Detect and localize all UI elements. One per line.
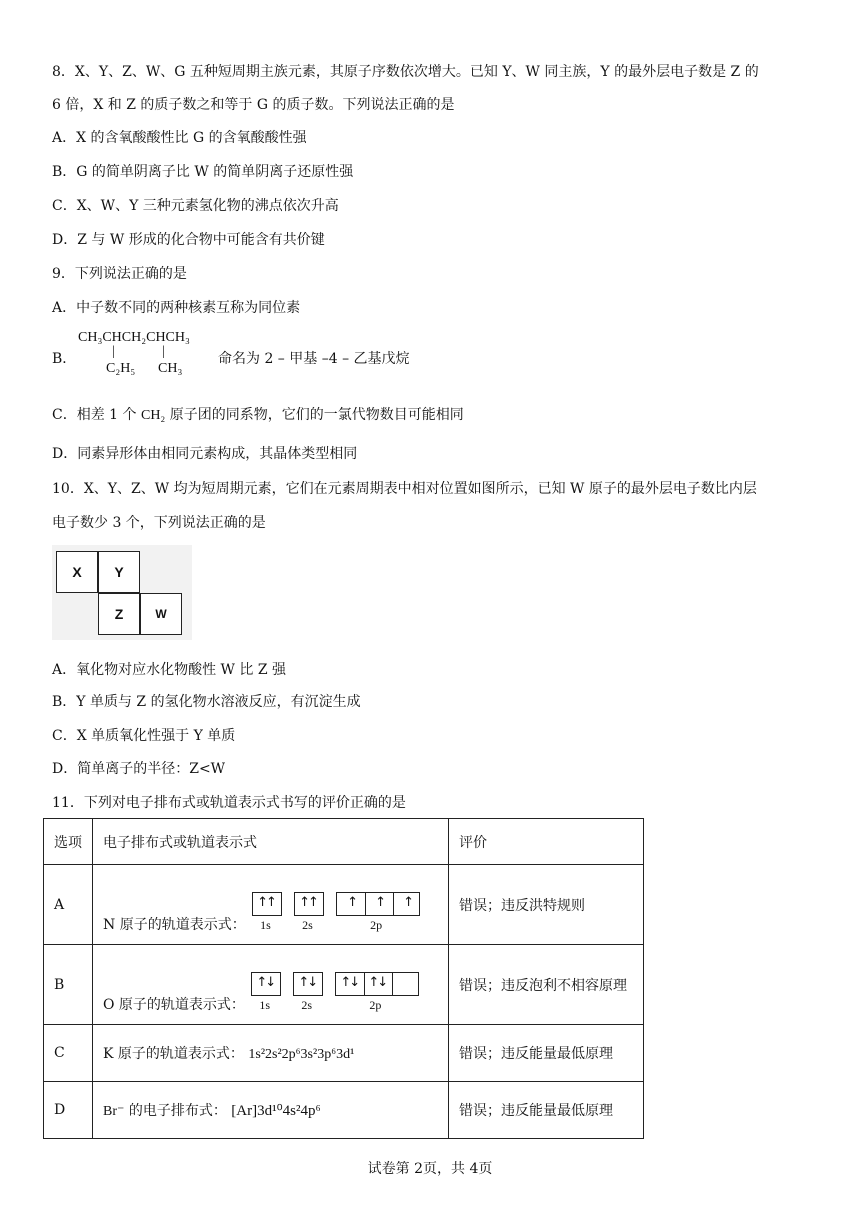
header-config: 电子排布式或轨道表示式 <box>93 819 449 865</box>
row-a-option: A <box>44 865 93 945</box>
row-d-option: D <box>44 1082 93 1139</box>
q8-option-c: C．X、W、Y 三种元素氢化物的沸点依次升高 <box>52 198 339 214</box>
table-header-row <box>44 819 644 865</box>
row-c-option: C <box>44 1025 93 1082</box>
q8-stem-line1: 8．X、Y、Z、W、G 五种短周期主族元素，其原子序数依次增大。已知 Y、W 同主族，Y 的最外层电子数是 Z 的 <box>52 64 759 80</box>
q9-option-c-post: 原子团的同系物，它们的一氯代物数目可能相同 <box>169 407 464 423</box>
q10-option-b: B．Y 单质与 Z 的氢化物水溶液反应，有沉淀生成 <box>52 694 361 710</box>
q9-stem: 9．下列说法正确的是 <box>52 266 187 282</box>
arrow-up-icon: ↑ <box>403 895 413 910</box>
row-b-desc: O 原子的轨道表示式： <box>103 997 245 1013</box>
table-row <box>44 865 644 945</box>
q10-option-a: A．氧化物对应水化物酸性 W 比 Z 强 <box>52 662 287 678</box>
row-a-config <box>93 865 449 945</box>
row-c-desc: K 原子的轨道表示式： <box>103 1046 244 1062</box>
arrow-up-up-icon: ↑↑ <box>299 895 317 910</box>
arrow-up-icon: ↑ <box>347 895 357 910</box>
row-c-evaluation: 错误；违反能量最低原理 <box>449 1025 644 1082</box>
q9-option-b-text: 命名为 2 – 甲基 –4 – 乙基戊烷 <box>218 351 410 367</box>
label-2p: 2p <box>370 918 383 932</box>
q9-option-c <box>52 404 464 424</box>
row-a-desc: N 原子的轨道表示式： <box>103 917 246 933</box>
q10-cell-x: X <box>56 551 98 593</box>
row-b-option: B <box>44 945 93 1025</box>
arrow-up-down-icon: ↑↓ <box>256 975 275 990</box>
row-b-config <box>93 945 449 1025</box>
row-d-evaluation: 错误；违反能量最低原理 <box>449 1082 644 1139</box>
q8-option-b: B．G 的简单阴离子比 W 的简单阴离子还原性强 <box>52 164 354 180</box>
row-b-evaluation: 错误；违反泡利不相容原理 <box>449 945 644 1025</box>
label-2s: 2s <box>302 918 313 932</box>
q10-stem-line2: 电子数少 3 个，下列说法正确的是 <box>52 515 266 531</box>
orbital-diagram-n <box>250 892 420 932</box>
page-footer: 试卷第 2页，共 4页 <box>367 1161 493 1177</box>
q10-option-c: C．X 单质氧化性强于 Y 单质 <box>52 728 236 744</box>
q10-stem-line1: 10．X、Y、Z、W 均为短周期元素，它们在元素周期表中相对位置如图所示，已知 W 原子的最外层电子数比内层 <box>52 481 757 497</box>
q8-stem-line2: 6 倍，X 和 Z 的质子数之和等于 G 的质子数。下列说法正确的是 <box>52 97 455 113</box>
q10-cell-y: Y <box>98 551 140 593</box>
label-1s: 1s <box>259 998 271 1012</box>
q9-formula-branch-left: C₂H₅ <box>106 361 136 376</box>
q10-periodic-table-figure <box>52 545 192 640</box>
q11-evaluation-table <box>43 818 644 1139</box>
orbital-diagram-o <box>249 972 419 1012</box>
header-evaluation: 评价 <box>449 819 644 865</box>
table-row <box>44 945 644 1025</box>
q9-formula-bond-right: | <box>162 344 165 359</box>
label-2s: 2s <box>301 998 313 1012</box>
table-row <box>44 1025 644 1082</box>
q10-option-d: D．简单离子的半径：Z<W <box>52 761 226 777</box>
arrow-up-down-icon: ↑↓ <box>340 975 359 990</box>
q9-option-a: A．中子数不同的两种核素互称为同位素 <box>52 300 301 316</box>
q9-formula-main-chain: CH₃CHCH₂CHCH₃ <box>78 330 190 345</box>
label-1s: 1s <box>260 918 271 932</box>
br-electron-config: [Ar]3d¹⁰4s²4p⁶ <box>231 1103 321 1119</box>
q9-formula-bond-left: | <box>112 344 115 359</box>
q11-stem: 11．下列对电子排布式或轨道表示式书写的评价正确的是 <box>52 795 406 811</box>
q10-cell-w: W <box>140 593 182 635</box>
q9-option-c-group: CH₂ <box>140 408 166 423</box>
row-d-config <box>93 1082 449 1139</box>
br-ion: Br⁻ <box>103 1104 125 1119</box>
arrow-up-icon: ↑ <box>375 895 385 910</box>
q10-cell-z: Z <box>98 593 140 635</box>
q9-formula-branch-right: CH₃ <box>158 361 183 376</box>
k-electron-config: 1s²2s²2p⁶3s²3p⁶3d¹ <box>248 1047 355 1062</box>
q8-option-a: A．X 的含氧酸酸性比 G 的含氧酸酸性强 <box>52 130 307 146</box>
arrow-up-up-icon: ↑↑ <box>257 895 275 910</box>
q9-option-d: D．同素异形体由相同元素构成，其晶体类型相同 <box>52 446 358 462</box>
arrow-up-down-icon: ↑↓ <box>298 975 317 990</box>
q9-option-c-pre: C．相差 1 个 <box>52 407 137 423</box>
header-option: 选项 <box>44 819 93 865</box>
row-c-config <box>93 1025 449 1082</box>
row-a-evaluation: 错误；违反洪特规则 <box>449 865 644 945</box>
table-row <box>44 1082 644 1139</box>
arrow-up-down-icon: ↑↓ <box>368 975 387 990</box>
q8-option-d: D．Z 与 W 形成的化合物中可能含有共价键 <box>52 232 325 248</box>
label-2p: 2p <box>369 998 382 1012</box>
row-d-desc: 的电子排布式： <box>128 1103 227 1119</box>
q9-option-b-prefix: B． <box>52 351 77 367</box>
